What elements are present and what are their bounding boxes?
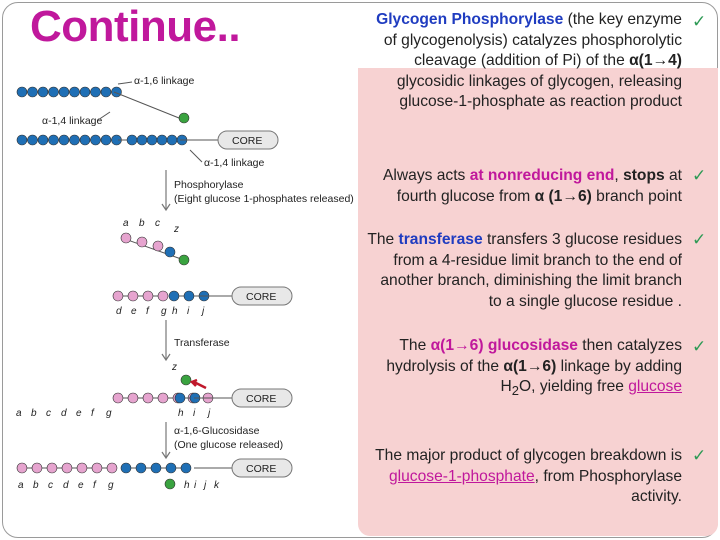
unit-letter: f bbox=[93, 480, 96, 491]
unit-letter: i bbox=[194, 480, 197, 491]
glucose-unit bbox=[157, 135, 167, 145]
unit-letter: d bbox=[61, 408, 67, 419]
glucose-unit bbox=[49, 87, 59, 97]
label-glucosidase: α-1,6-Glucosidase bbox=[174, 425, 260, 437]
glucose-unit bbox=[128, 393, 138, 403]
unit-letter: c bbox=[48, 480, 53, 491]
label-phosphorylase: Phosphorylase bbox=[174, 179, 244, 191]
unit-letter: k bbox=[214, 480, 219, 491]
label-transferase: Transferase bbox=[174, 337, 230, 349]
check-icon: ✓ bbox=[692, 446, 707, 466]
unit-letter: i bbox=[193, 408, 196, 419]
unit-letter: a bbox=[16, 408, 22, 419]
glucose-unit bbox=[143, 393, 153, 403]
glucose-unit bbox=[17, 87, 27, 97]
unit-letter: j bbox=[202, 306, 205, 317]
unit-letter: j bbox=[204, 480, 207, 491]
paragraph-major-product: The major product of glycogen breakdown is glucose‑1‑phosphate, from Phosphorylase activity. bbox=[375, 447, 682, 505]
unit-letter: b bbox=[139, 218, 145, 229]
glucose-unit bbox=[127, 135, 137, 145]
paragraph-transferase: The transferase transfers 3 glucose residues from a 4-residue limit branch to the end of another branch, diminishing the limit branch to a single glucose residue . bbox=[367, 231, 682, 310]
glucose-unit bbox=[91, 87, 101, 97]
check-icon: ✓ bbox=[692, 166, 707, 186]
label-alpha14-linkage: α-1,4 linkage bbox=[42, 115, 103, 127]
glucose-unit bbox=[112, 87, 122, 97]
glucose-unit bbox=[165, 247, 175, 257]
unit-letter: h bbox=[172, 306, 178, 317]
glucose-unit bbox=[59, 87, 69, 97]
glucose-unit bbox=[113, 291, 123, 301]
unit-letter: e bbox=[78, 480, 84, 491]
unit-letter: f bbox=[146, 306, 149, 317]
glucose-unit bbox=[38, 135, 48, 145]
unit-letter: h bbox=[178, 408, 184, 419]
unit-letter: a bbox=[18, 480, 24, 491]
glucose-unit bbox=[175, 393, 185, 403]
glucose-unit bbox=[17, 135, 27, 145]
unit-letter: j bbox=[208, 408, 211, 419]
paragraph-glucosidase: The α(1→6) glucosidase then catalyzes hydrolysis of the α(1→6) linkage by adding $H_2O$, yielding free glucose bbox=[386, 337, 682, 399]
core-label: CORE bbox=[246, 393, 277, 405]
glucose-unit bbox=[70, 87, 80, 97]
glucose-unit bbox=[28, 135, 38, 145]
glucose-unit bbox=[121, 463, 131, 473]
unit-letter: b bbox=[31, 408, 37, 419]
glucose-unit bbox=[136, 463, 146, 473]
unit-letter: g bbox=[161, 306, 167, 317]
glucose-unit bbox=[166, 463, 176, 473]
glucose-unit bbox=[169, 291, 179, 301]
glucose-unit bbox=[62, 463, 72, 473]
slide-title: Continue.. bbox=[30, 2, 241, 51]
unit-letter: f bbox=[91, 408, 94, 419]
paragraph-phosphorylase: Glycogen Phosphorylase (the key enzyme of glycogenolysis) catalyzes phosphorolytic cleavage (addition of Pi) of the α(1→4) glycosidic linkages of glycogen, releasing glucose‑1‑phosphate as reaction product bbox=[376, 11, 682, 110]
glucose-unit bbox=[38, 87, 48, 97]
branch-point-unit bbox=[179, 255, 189, 265]
label-phosphorylase-note: (Eight glucose 1-phosphates released) bbox=[174, 193, 354, 205]
unit-letter: i bbox=[187, 306, 190, 317]
glucose-unit bbox=[32, 463, 42, 473]
glucose-unit bbox=[158, 393, 168, 403]
unit-letter: e bbox=[76, 408, 82, 419]
unit-letter: g bbox=[108, 480, 114, 491]
leader-line bbox=[118, 82, 132, 84]
check-icon: ✓ bbox=[692, 12, 707, 32]
check-icon: ✓ bbox=[692, 337, 707, 357]
glucose-unit bbox=[101, 135, 111, 145]
glucose-unit bbox=[59, 135, 69, 145]
glucose-unit bbox=[151, 463, 161, 473]
glucose-unit bbox=[17, 463, 27, 473]
glucose-unit bbox=[91, 135, 101, 145]
unit-letter: c bbox=[155, 218, 160, 229]
label-alpha14-linkage-2: α-1,4 linkage bbox=[204, 157, 265, 169]
glucose-unit bbox=[47, 463, 57, 473]
glucose-unit bbox=[77, 463, 87, 473]
core-label: CORE bbox=[232, 135, 263, 147]
label-alpha16-linkage: α-1,6 linkage bbox=[134, 75, 195, 87]
core-label: CORE bbox=[246, 463, 277, 475]
glucose-unit bbox=[70, 135, 80, 145]
glucose-unit bbox=[143, 291, 153, 301]
unit-letter: e bbox=[131, 306, 137, 317]
label-glucosidase-note: (One glucose released) bbox=[174, 439, 284, 451]
unit-letter: h bbox=[184, 480, 190, 491]
chain-line bbox=[122, 238, 184, 260]
glucose-unit bbox=[137, 135, 147, 145]
glucose-unit bbox=[121, 233, 131, 243]
glycogen-breakdown-figure bbox=[14, 70, 358, 500]
released-glucose-unit bbox=[165, 479, 175, 489]
glucose-unit bbox=[167, 135, 177, 145]
unit-letter: z bbox=[174, 224, 179, 235]
glucose-unit bbox=[147, 135, 157, 145]
glucose-unit bbox=[128, 291, 138, 301]
branch-point-unit bbox=[179, 113, 189, 123]
glucose-unit bbox=[92, 463, 102, 473]
glucose-unit bbox=[80, 87, 90, 97]
leader-line bbox=[190, 150, 202, 162]
unit-letter: a bbox=[123, 218, 129, 229]
unit-letter: g bbox=[106, 408, 112, 419]
paragraph-nonreducing-end: Always acts at nonreducing end, stops at fourth glucose from α (1→6) branch point bbox=[383, 167, 682, 205]
glucose-unit bbox=[181, 463, 191, 473]
unit-letter: z bbox=[172, 362, 177, 373]
glucose-unit bbox=[137, 237, 147, 247]
core-label: CORE bbox=[246, 291, 277, 303]
branch-line bbox=[114, 92, 184, 120]
glucose-unit bbox=[49, 135, 59, 145]
unit-letter: b bbox=[33, 480, 39, 491]
glucose-unit bbox=[80, 135, 90, 145]
glucose-unit bbox=[107, 463, 117, 473]
glucose-unit bbox=[28, 87, 38, 97]
unit-letter: c bbox=[46, 408, 51, 419]
glucose-unit bbox=[158, 291, 168, 301]
branch-point-unit bbox=[181, 375, 191, 385]
glucose-unit bbox=[153, 241, 163, 251]
glucose-unit bbox=[113, 393, 123, 403]
glucose-unit bbox=[101, 87, 111, 97]
unit-letter: d bbox=[63, 480, 69, 491]
glucose-unit bbox=[184, 291, 194, 301]
unit-letter: d bbox=[116, 306, 122, 317]
check-icon: ✓ bbox=[692, 230, 707, 250]
